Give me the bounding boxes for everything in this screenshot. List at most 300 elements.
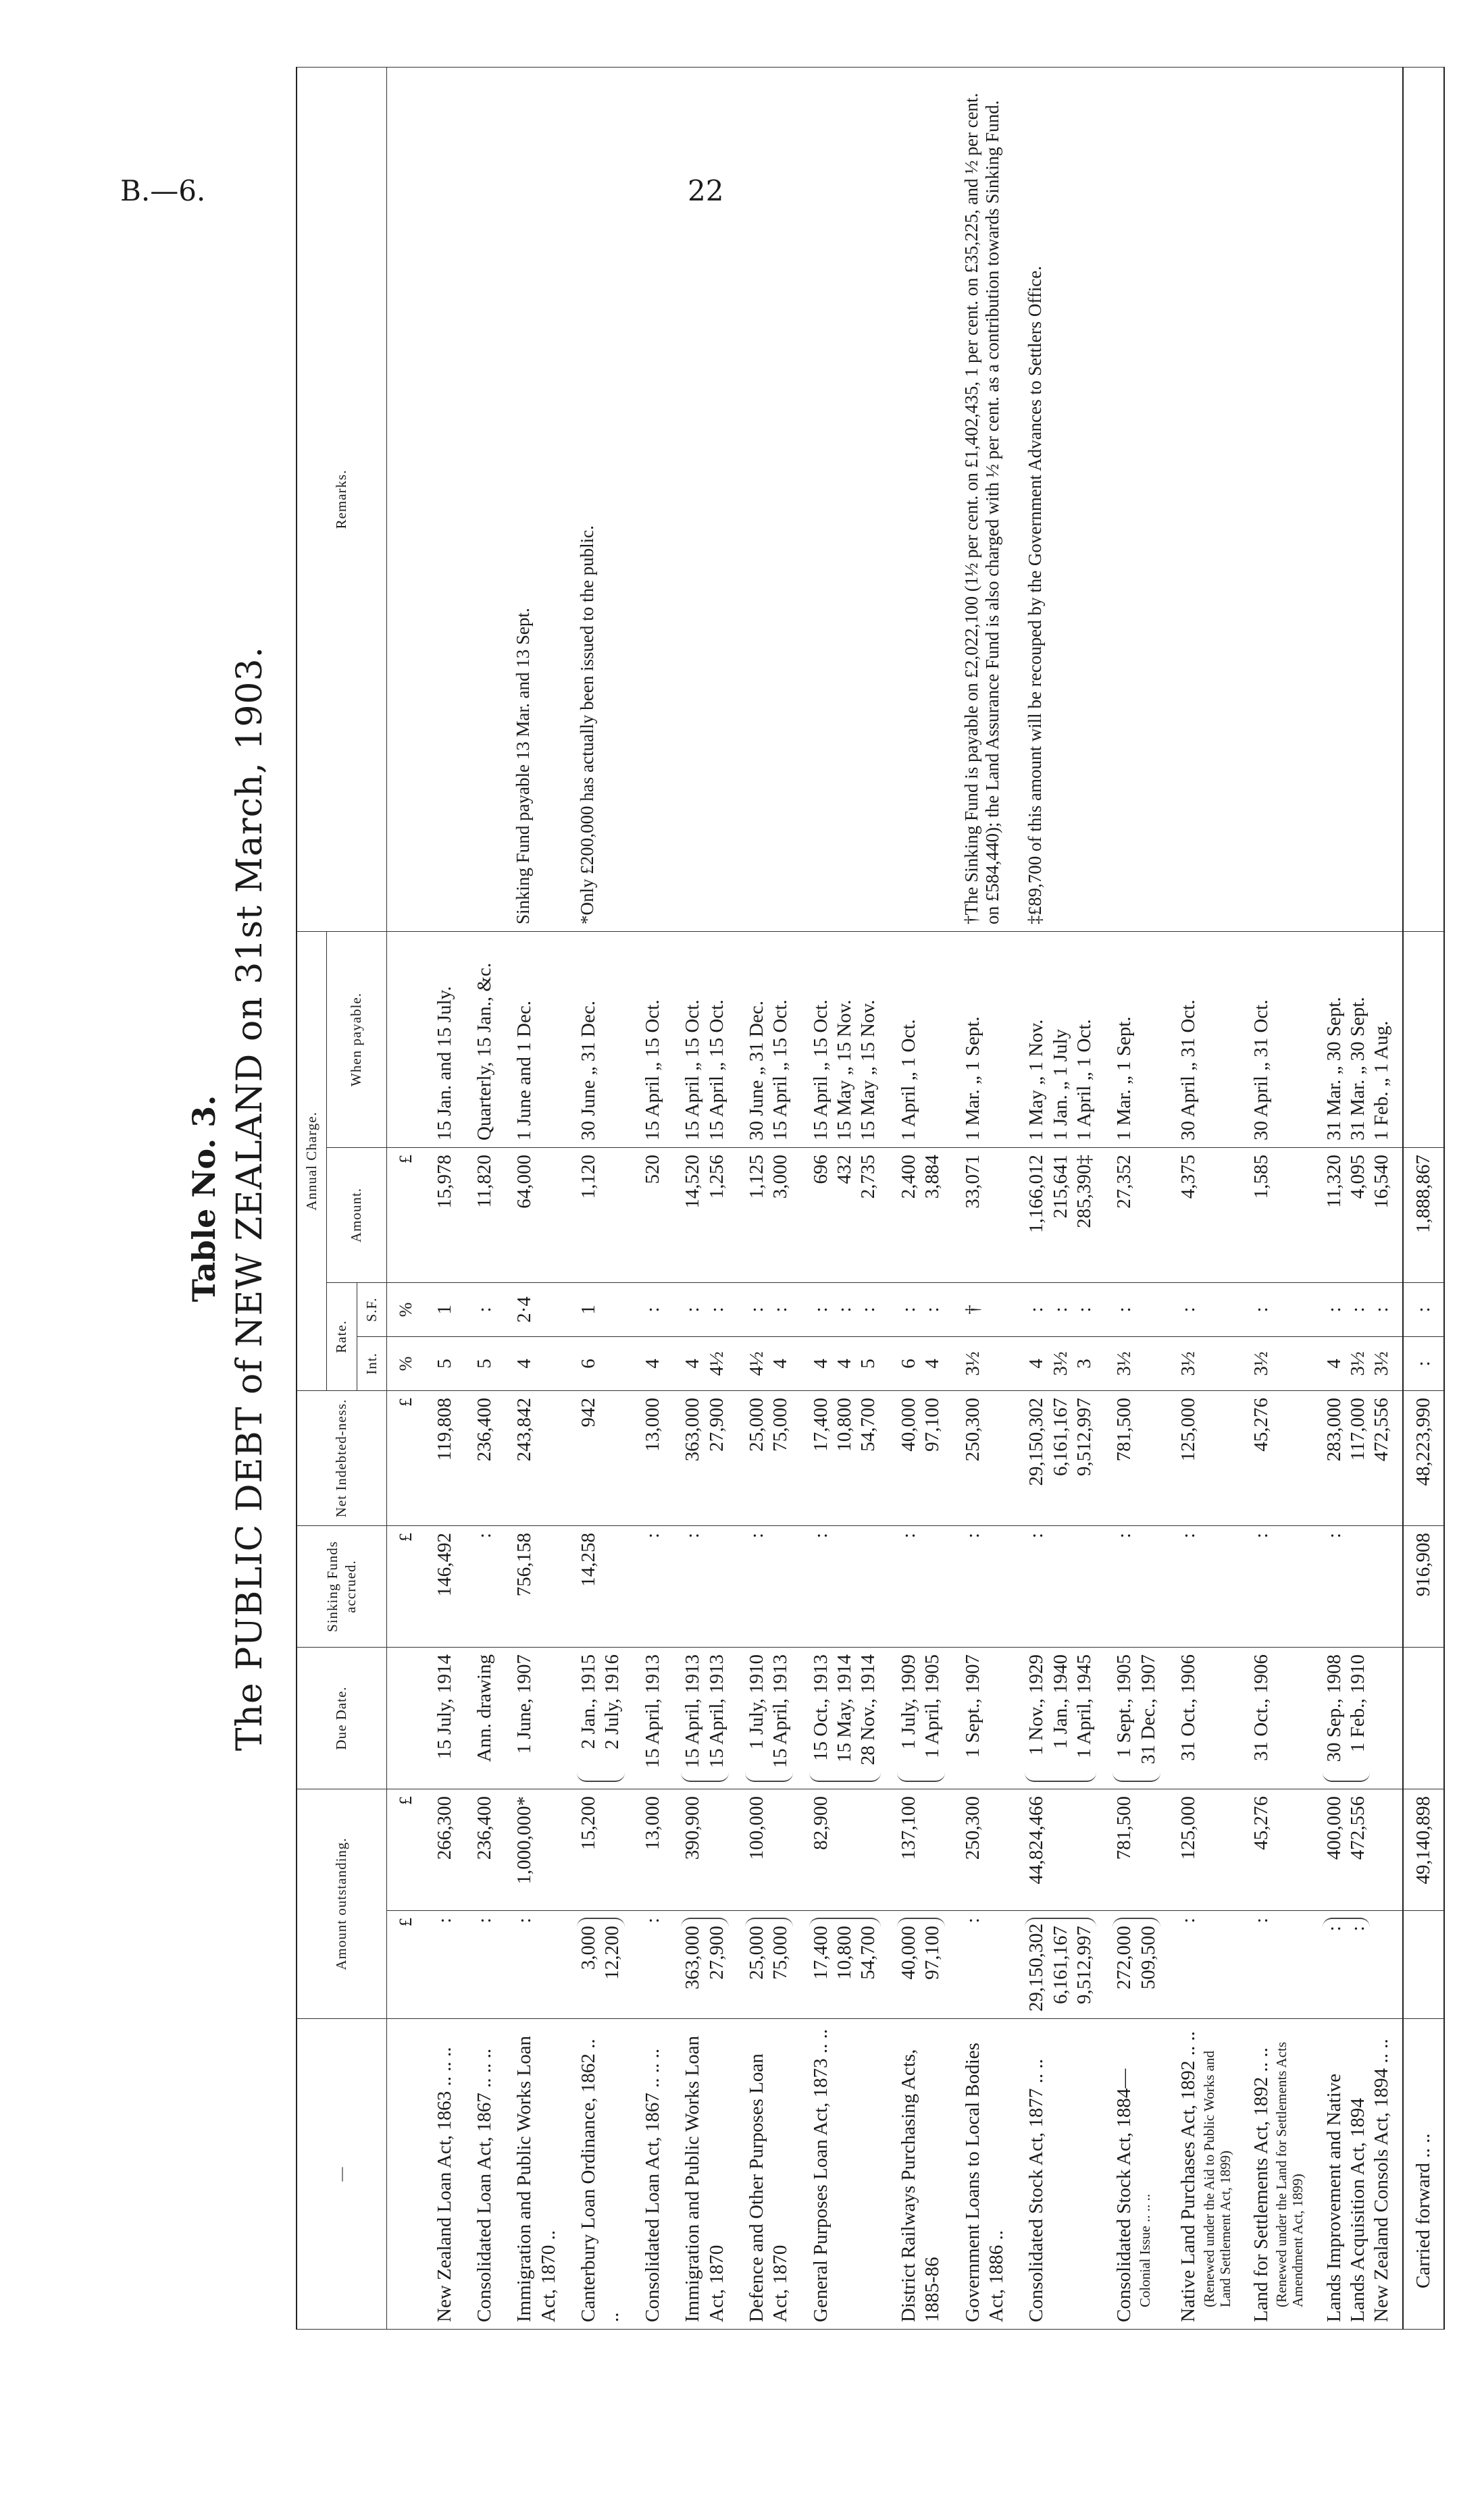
- net-value: 781,500: [1113, 1398, 1135, 1462]
- net-value-group: [1250, 1398, 1273, 1519]
- remarks: [889, 67, 953, 931]
- when-payable-value-group: [1025, 939, 1096, 1140]
- rate-sf-value: 2·4: [513, 1296, 536, 1323]
- net-value: 9,512,997: [1073, 1398, 1096, 1476]
- rate-int-value-group: [1323, 1344, 1394, 1384]
- sinking-funds: 756,158: [505, 1526, 569, 1648]
- table-row: [425, 67, 465, 2329]
- act-title: Immigration and Public Works Loan Act, 1870: [682, 2035, 727, 2322]
- net-value-group: [897, 1398, 945, 1519]
- annual-amount: [1314, 1148, 1403, 1283]
- amount-part: :: [1250, 1918, 1272, 1924]
- page-code: B.—6.: [120, 174, 206, 207]
- rate-int: [569, 1337, 633, 1391]
- rate-int-value-group: [513, 1344, 536, 1384]
- when-payable-value: 15 April „ 15 Oct.: [705, 999, 727, 1140]
- when-payable-value-group: [513, 939, 536, 1140]
- rate-int-value: 3½: [1346, 1351, 1368, 1376]
- annual-amount-value: 15,978: [433, 1155, 455, 1209]
- rate-sf: [737, 1283, 801, 1337]
- net-value-group: [809, 1398, 881, 1519]
- unit-percent: %: [386, 1337, 424, 1391]
- rate-sf-value-group: [1112, 1290, 1136, 1330]
- net-indebtedness: [569, 1391, 633, 1526]
- due-date-value: 15 May, 1914: [834, 1654, 856, 1763]
- table-row: [1242, 67, 1314, 2329]
- sinking-funds: :: [801, 1526, 889, 1648]
- rate-int-value: 4: [682, 1359, 704, 1369]
- unit-pound: £: [386, 1911, 424, 2019]
- rate-int-value: 5: [857, 1359, 879, 1369]
- net-indebtedness: [1314, 1391, 1403, 1526]
- annual-amount-value-group: [641, 1155, 665, 1276]
- rate-int-value: 4: [513, 1359, 536, 1369]
- annual-amount-value-group: [897, 1155, 945, 1276]
- amount-outstanding: [633, 1789, 673, 1911]
- net-value: 45,276: [1250, 1398, 1272, 1452]
- header-int: Int.: [357, 1337, 386, 1391]
- amount-part-group: [681, 1918, 729, 2012]
- act-title: District Railways Purchasing Acts, 1885-86: [897, 2049, 944, 2322]
- rate-int-value: 4½: [705, 1351, 727, 1376]
- amount-part: 17,400: [809, 1926, 831, 1980]
- rate-sf-value: †: [961, 1305, 983, 1315]
- amount-parts: [1242, 1911, 1314, 2019]
- header-act: —: [297, 2019, 386, 2330]
- when-payable: [465, 931, 505, 1147]
- rate-int: [633, 1337, 673, 1391]
- remarks: [633, 67, 673, 931]
- rate-sf: [673, 1283, 737, 1337]
- due-date-value-group: [641, 1654, 665, 1782]
- rate-int-value: 3½: [1250, 1351, 1272, 1376]
- rate-int-value: 4: [769, 1359, 792, 1369]
- rate-sf-value: 1: [433, 1305, 455, 1315]
- net-value-group: [577, 1398, 600, 1519]
- outstanding-value: 1,000,000*: [513, 1796, 536, 1885]
- amount-parts: [737, 1911, 801, 2019]
- remarks: *Only £200,000 has actually been issued to the public.: [569, 67, 633, 931]
- act-title: New Zealand Consols Act, 1894 .. ..: [1371, 2039, 1393, 2322]
- when-payable-value: 15 April „ 15 Oct.: [809, 999, 831, 1140]
- amount-part-group: [433, 1918, 457, 2012]
- when-payable-value-group: [809, 939, 881, 1140]
- due-date-value-group: [1323, 1654, 1371, 1782]
- rate-int-value: 6: [897, 1359, 919, 1369]
- rate-int: [1169, 1337, 1242, 1391]
- rate-int: [737, 1337, 801, 1391]
- net-value: 13,000: [641, 1398, 663, 1452]
- annual-amount-value-group: [809, 1155, 881, 1276]
- net-value: 97,100: [921, 1398, 944, 1452]
- table-row: [737, 67, 801, 2329]
- net-value: 472,556: [1371, 1398, 1393, 1462]
- annual-amount-value-group: [681, 1155, 729, 1276]
- net-value: 6,161,167: [1049, 1398, 1071, 1476]
- annual-amount-value: 1,585: [1250, 1155, 1272, 1199]
- due-date: [425, 1648, 465, 1789]
- when-payable-value-group: [681, 939, 729, 1140]
- rate-int-value: 4: [1323, 1359, 1345, 1369]
- rate-sf: [801, 1283, 889, 1337]
- act-title: Defence and Other Purposes Loan Act, 1870: [745, 2053, 792, 2322]
- when-payable-value-group: [1323, 939, 1394, 1140]
- when-payable-value: 1 Mar. „ 1 Sept.: [1113, 1016, 1135, 1140]
- table-row: [673, 67, 737, 2329]
- annual-amount: [505, 1148, 569, 1283]
- act-title: Consolidated Loan Act, 1867 .. .. ..: [641, 2048, 663, 2322]
- header-net-indebtedness: Net Indebted-ness.: [297, 1391, 386, 1526]
- table-subtitle: The PUBLIC DEBT of NEW ZEALAND on 31st March, 1903.: [230, 646, 270, 1752]
- due-date-value: 15 April, 1913: [682, 1654, 704, 1768]
- amount-part: :: [1346, 1926, 1368, 1932]
- rate-sf-value: :: [1346, 1307, 1368, 1313]
- net-value: 243,842: [513, 1398, 536, 1462]
- due-date-value: 15 April, 1913: [705, 1654, 727, 1768]
- amount-outstanding: [1169, 1789, 1242, 1911]
- act-name: [569, 2019, 633, 2330]
- rate-sf-value: :: [809, 1307, 831, 1313]
- annual-amount-value: 14,520: [682, 1155, 704, 1209]
- rate-int-value-group: [897, 1344, 945, 1384]
- when-payable-value-group: [1250, 939, 1273, 1140]
- annual-amount-value-group: [1177, 1155, 1200, 1276]
- rate-sf: [1104, 1283, 1169, 1337]
- rate-sf-value-group: [473, 1290, 496, 1330]
- annual-amount-value: 33,071: [961, 1155, 983, 1209]
- rate-int-value: 5: [433, 1359, 455, 1369]
- when-payable-value: 15 Jan. and 15 July.: [433, 986, 455, 1140]
- annual-amount-value: 16,540: [1371, 1155, 1393, 1209]
- due-date-value: 2 Jan., 1915: [578, 1654, 600, 1750]
- amount-parts: [1104, 1911, 1169, 2019]
- rate-sf-value: :: [1323, 1307, 1345, 1313]
- amount-parts: [953, 1911, 1017, 2019]
- annual-amount-value: 2,735: [857, 1155, 879, 1199]
- when-payable-value: 1 Mar. „ 1 Sept.: [961, 1016, 983, 1140]
- due-date-value-group: [577, 1654, 625, 1782]
- net-value: 363,000: [682, 1398, 704, 1462]
- rate-sf-value: :: [1113, 1307, 1135, 1313]
- act-subtitle: (Renewed under the Aid to Public Works and Land Settlement Act, 1899): [1200, 2051, 1233, 2307]
- amount-part: 10,800: [834, 1926, 856, 1980]
- due-date: [737, 1648, 801, 1789]
- total-sf: :: [1403, 1283, 1444, 1337]
- when-payable-value-group: [897, 939, 921, 1140]
- annual-amount: [633, 1148, 673, 1283]
- annual-amount-value-group: [513, 1155, 536, 1276]
- when-payable: [953, 931, 1017, 1147]
- rate-sf-value: :: [921, 1307, 944, 1313]
- net-indebtedness: [505, 1391, 569, 1526]
- amount-part-group: [577, 1918, 625, 2012]
- rate-sf: [425, 1283, 465, 1337]
- amount-parts: [1017, 1911, 1104, 2019]
- rate-sf-value: :: [1250, 1307, 1272, 1313]
- act-title: Consolidated Loan Act, 1867 .. .. ..: [473, 2048, 495, 2322]
- rate-int-value: 6: [578, 1359, 600, 1369]
- annual-amount: [801, 1148, 889, 1283]
- table-row: [569, 67, 633, 2329]
- rate-sf-value-group: [897, 1290, 945, 1330]
- due-date: [1403, 1648, 1444, 1789]
- amount-outstanding: [465, 1789, 505, 1911]
- net-value: 17,400: [809, 1398, 831, 1452]
- rate-int-value-group: [1177, 1344, 1200, 1384]
- rate-sf-value: :: [857, 1307, 879, 1313]
- unit-pound: £: [386, 1789, 424, 1911]
- table-title: Table No. 3.: [186, 1095, 222, 1303]
- rate-sf-value-group: [433, 1290, 457, 1330]
- due-date-value: 31 Dec., 1907: [1137, 1654, 1159, 1764]
- net-value-group: [473, 1398, 496, 1519]
- rate-int-value-group: [473, 1344, 496, 1384]
- when-payable-value: 15 May „ 15 Nov.: [834, 999, 856, 1140]
- net-indebtedness: [1242, 1391, 1314, 1526]
- remarks: [673, 67, 737, 931]
- rate-int: [673, 1337, 737, 1391]
- total-net: 48,223,990: [1403, 1391, 1444, 1526]
- sinking-funds: :: [1104, 1526, 1169, 1648]
- annual-amount-value-group: [1323, 1155, 1394, 1276]
- outstanding-value: 125,000: [1177, 1796, 1200, 1860]
- total-outstanding: 49,140,898: [1403, 1789, 1444, 1911]
- due-date-value-group: [745, 1654, 793, 1782]
- rate-int: [505, 1337, 569, 1391]
- rate-int-value: 3: [1073, 1359, 1096, 1369]
- annual-amount-value-group: [1112, 1155, 1136, 1276]
- remarks: [1242, 67, 1314, 931]
- rate-int-value: 4: [1025, 1359, 1048, 1369]
- due-date-value: 1 Nov., 1929: [1025, 1654, 1048, 1756]
- unit-pound: £: [386, 1148, 424, 1283]
- net-value: 29,150,302: [1025, 1398, 1048, 1486]
- rate-sf-value-group: [641, 1290, 665, 1330]
- net-indebtedness: [889, 1391, 953, 1526]
- table-body: [386, 67, 1444, 2329]
- header-annual-charge: Annual Charge.: [297, 931, 327, 1390]
- amount-outstanding: [673, 1789, 737, 1911]
- when-payable: [889, 931, 953, 1147]
- table-row: [1017, 67, 1104, 2329]
- amount-parts: [889, 1911, 953, 2019]
- unit-pound: £: [386, 1526, 424, 1648]
- when-payable: [633, 931, 673, 1147]
- act-name: [465, 2019, 505, 2330]
- net-value-group: [513, 1398, 536, 1519]
- annual-amount-value-group: [433, 1155, 457, 1276]
- amount-parts: [1403, 1911, 1444, 2019]
- when-payable-value-group: [1112, 939, 1136, 1140]
- rate-int-value-group: [433, 1344, 457, 1384]
- table-row: [889, 67, 953, 2329]
- when-payable-value: 1 May „ 1 Nov.: [1025, 1019, 1048, 1140]
- remarks: [425, 67, 465, 931]
- header-remarks: Remarks.: [297, 67, 386, 931]
- rate-sf-value: :: [1177, 1307, 1200, 1313]
- when-payable-value: 1 April „ 1 Oct.: [1073, 1019, 1096, 1140]
- table-row: [1104, 67, 1169, 2329]
- table-row: [633, 67, 673, 2329]
- act-title: Consolidated Stock Act, 1884—: [1113, 2068, 1135, 2322]
- rate-int: [1104, 1337, 1169, 1391]
- outstanding-value: 400,000: [1323, 1796, 1345, 1860]
- table-row: [505, 67, 569, 2329]
- net-value-group: [961, 1398, 985, 1519]
- annual-amount-value-group: [577, 1155, 600, 1276]
- annual-amount-value: 64,000: [513, 1155, 536, 1209]
- due-date: [673, 1648, 737, 1789]
- carried-forward-row: [1403, 67, 1444, 2329]
- act-name: [505, 2019, 569, 2330]
- outstanding-value: 250,300: [961, 1796, 983, 1860]
- rate-sf-value-group: [809, 1290, 881, 1330]
- net-value-group: [1112, 1398, 1136, 1519]
- annual-amount: [1104, 1148, 1169, 1283]
- net-indebtedness: [425, 1391, 465, 1526]
- act-name: [889, 2019, 953, 2330]
- remarks: [1403, 67, 1444, 931]
- remarks: [1169, 67, 1242, 931]
- outstanding-value: 44,824,466: [1025, 1796, 1048, 1885]
- rate-int-value-group: [961, 1344, 985, 1384]
- due-date-value-group: [1112, 1654, 1160, 1782]
- when-payable-value: 1 June and 1 Dec.: [513, 1001, 536, 1140]
- amount-parts: [465, 1911, 505, 2019]
- due-date-value-group: [1025, 1654, 1096, 1782]
- net-value: 10,800: [834, 1398, 856, 1452]
- when-payable-value-group: [961, 939, 985, 1140]
- amount-part: 75,000: [769, 1926, 792, 1980]
- amount-outstanding: [1017, 1789, 1104, 1911]
- rate-sf-value-group: [513, 1290, 536, 1330]
- amount-part: 9,512,997: [1073, 1926, 1096, 2004]
- net-value: 40,000: [897, 1398, 919, 1452]
- when-payable: [737, 931, 801, 1147]
- net-value-group: [745, 1398, 793, 1519]
- act-title: Government Loans to Local Bodies Act, 1886 ..: [961, 2043, 1007, 2322]
- net-value-group: [1323, 1398, 1394, 1519]
- act-name: [1169, 2019, 1242, 2330]
- due-date: [889, 1648, 953, 1789]
- act-name: [1104, 2019, 1169, 2330]
- remarks: ‡£89,700 of this amount will be recouped by the Government Advances to Settlers Office.: [1017, 67, 1104, 931]
- act-name: [1017, 2019, 1104, 2330]
- amount-part-group: [745, 1918, 793, 2012]
- header-sf: S.F.: [357, 1283, 386, 1337]
- amount-parts: [673, 1911, 737, 2019]
- due-date-value-group: [513, 1654, 536, 1782]
- act-title: General Purposes Loan Act, 1873 .. ..: [809, 2028, 831, 2322]
- rate-int-value-group: [641, 1344, 665, 1384]
- rate-sf-value: :: [769, 1307, 792, 1313]
- act-name: [425, 2019, 465, 2330]
- amount-part: 27,900: [705, 1926, 727, 1980]
- due-date-value: 15 April, 1913: [641, 1654, 663, 1768]
- due-date-value: 1 Sept., 1905: [1113, 1654, 1135, 1758]
- act-name: [1314, 2019, 1403, 2330]
- rate-int-value: 4: [809, 1359, 831, 1369]
- rate-sf: [1169, 1283, 1242, 1337]
- annual-amount-value: 11,320: [1323, 1155, 1345, 1208]
- sinking-funds: :: [1242, 1526, 1314, 1648]
- net-indebtedness: [953, 1391, 1017, 1526]
- amount-part: 97,100: [921, 1926, 944, 1980]
- rate-sf-value: :: [745, 1307, 767, 1313]
- rate-sf: [1017, 1283, 1104, 1337]
- due-date-value-group: [1250, 1654, 1273, 1782]
- amount-parts: [1169, 1911, 1242, 2019]
- total-sinking: 916,908: [1403, 1526, 1444, 1648]
- sinking-funds: :: [1314, 1526, 1403, 1648]
- annual-amount-value-group: [473, 1155, 496, 1276]
- units-row: [386, 67, 424, 2329]
- rate-int-value: 4: [921, 1359, 944, 1369]
- annual-amount-value: 1,120: [578, 1155, 600, 1199]
- rate-sf: [505, 1283, 569, 1337]
- due-date: [505, 1648, 569, 1789]
- annual-amount-value: 3,884: [921, 1155, 944, 1199]
- act-subtitle: Colonial Issue .. .. ..: [1136, 2194, 1153, 2307]
- amount-part-group: [1250, 1918, 1273, 2012]
- act-name: [1242, 2019, 1314, 2330]
- rate-int-value: 3½: [1049, 1351, 1071, 1376]
- rate-int-value: 4: [641, 1359, 663, 1369]
- annual-amount: [673, 1148, 737, 1283]
- rate-int: [425, 1337, 465, 1391]
- due-date-value: 1 Feb., 1910: [1346, 1654, 1368, 1752]
- amount-outstanding: [737, 1789, 801, 1911]
- net-value: 942: [578, 1398, 600, 1427]
- rate-sf-value: :: [834, 1307, 856, 1313]
- sinking-funds: 14,258: [569, 1526, 633, 1648]
- table-row: [801, 67, 889, 2329]
- rate-sf-value: :: [1049, 1307, 1071, 1313]
- rate-sf-value-group: [1250, 1290, 1273, 1330]
- amount-outstanding: [953, 1789, 1017, 1911]
- when-payable-value: 1 April „ 1 Oct.: [897, 1019, 919, 1140]
- rate-sf-value-group: [577, 1290, 600, 1330]
- amount-outstanding: [889, 1789, 953, 1911]
- remarks: [801, 67, 889, 931]
- due-date-value: 1 April, 1945: [1073, 1654, 1096, 1758]
- sinking-funds: 146,492: [425, 1526, 465, 1648]
- amount-parts: [633, 1911, 673, 2019]
- sinking-funds: :: [953, 1526, 1017, 1648]
- due-date-value: 31 Oct., 1906: [1250, 1654, 1272, 1761]
- amount-part: 509,500: [1137, 1926, 1159, 1990]
- annual-amount: [889, 1148, 953, 1283]
- when-payable-value-group: [1177, 939, 1200, 1140]
- when-payable-value-group: [641, 939, 665, 1140]
- page-number: 22: [688, 174, 724, 207]
- when-payable-value: 15 April „ 15 Oct.: [641, 999, 663, 1140]
- amount-outstanding: [505, 1789, 569, 1911]
- when-payable-value: 31 Mar. „ 30 Sept.: [1323, 997, 1345, 1140]
- net-indebtedness: [465, 1391, 505, 1526]
- act-subtitle: (Renewed under the Land for Settlements Acts Amendment Act, 1899): [1273, 2041, 1306, 2307]
- act-title: Consolidated Stock Act, 1877 .. ..: [1025, 2059, 1048, 2322]
- rate-int-value: 4: [834, 1359, 856, 1369]
- annual-amount: [1242, 1148, 1314, 1283]
- act-title: Immigration and Public Works Loan Act, 1870 ..: [513, 2035, 559, 2322]
- outstanding-value: 781,500: [1113, 1796, 1135, 1860]
- due-date: [1314, 1648, 1403, 1789]
- rate-sf-value: :: [682, 1307, 704, 1313]
- rate-sf: [1314, 1283, 1403, 1337]
- rate-int-value: 3½: [961, 1351, 983, 1376]
- outstanding-value: 15,200: [578, 1796, 600, 1850]
